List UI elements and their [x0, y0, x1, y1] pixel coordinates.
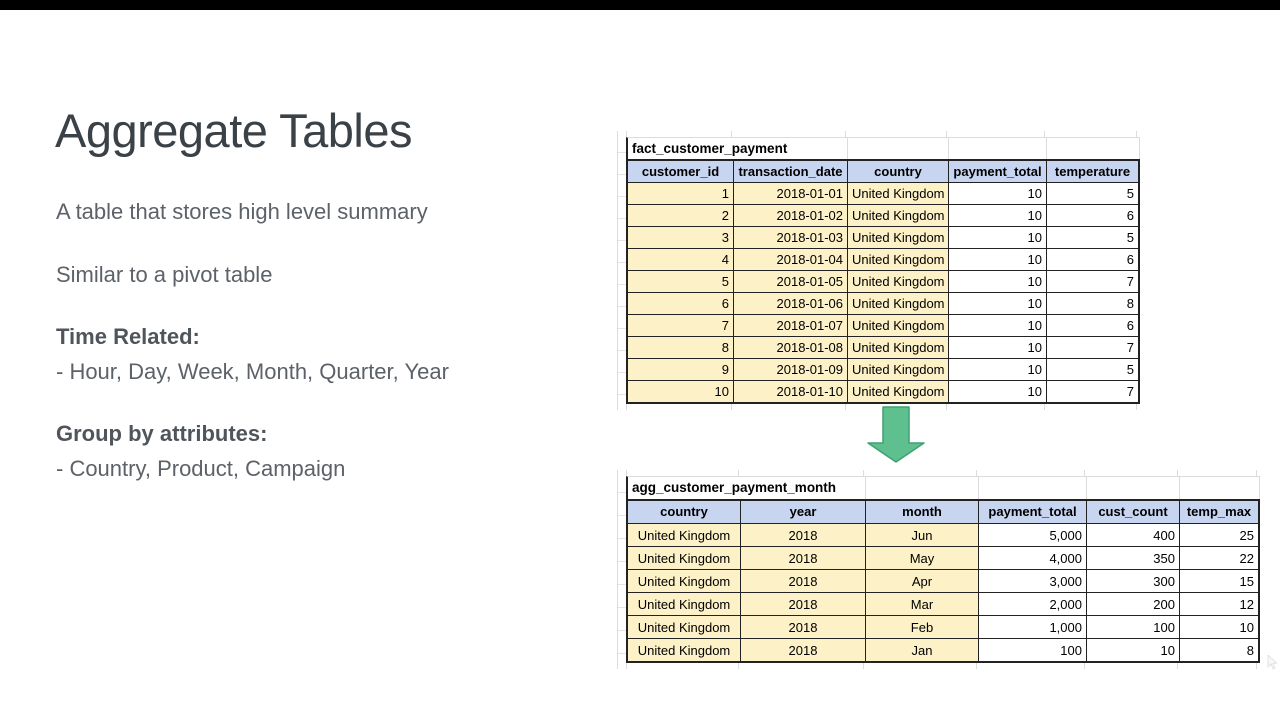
column-header: payment_total	[948, 161, 1046, 182]
table-cell: 4	[628, 248, 733, 270]
empty-cell	[847, 138, 948, 159]
table-row	[628, 615, 1258, 638]
table-cell: United Kingdom	[847, 314, 948, 336]
table-cell: 10	[1179, 615, 1258, 638]
grid-stub-cell	[739, 663, 864, 669]
column-header: country	[847, 161, 948, 182]
table-cell: 5	[1046, 182, 1138, 204]
table-cell: United Kingdom	[628, 523, 740, 546]
column-header: transaction_date	[733, 161, 847, 182]
grid-stub-cell	[1045, 404, 1137, 410]
slide-text-groupby-list: - Country, Product, Campaign	[56, 456, 346, 481]
table-row	[628, 592, 1258, 615]
empty-cell	[978, 477, 1086, 499]
slide-text-time-list: - Hour, Day, Week, Month, Quarter, Year	[56, 359, 449, 384]
table-cell: 10	[1086, 638, 1179, 661]
table-cell: 3	[628, 226, 733, 248]
table-cell: 2018-01-04	[733, 248, 847, 270]
table-cell: 7	[1046, 336, 1138, 358]
column-header: temp_max	[1179, 501, 1258, 523]
table-cell: 10	[628, 380, 733, 402]
table-cell: 10	[948, 292, 1046, 314]
table-row	[628, 314, 1138, 336]
table-row	[628, 380, 1138, 402]
empty-cell	[1179, 477, 1258, 499]
table-row	[628, 638, 1258, 661]
table-cell: 2,000	[978, 592, 1086, 615]
table-row	[628, 182, 1138, 204]
table-cell: 200	[1086, 592, 1179, 615]
empty-cell	[948, 138, 1046, 159]
page-title: Aggregate Tables	[55, 104, 412, 158]
table-row	[628, 569, 1258, 592]
table-cell: 2018	[740, 546, 865, 569]
table-cell: Jan	[865, 638, 978, 661]
table-cell: 2018-01-01	[733, 182, 847, 204]
table-cell: 2018	[740, 523, 865, 546]
grid-stub-cell	[732, 404, 846, 410]
table-cell: 1,000	[978, 615, 1086, 638]
table-cell: United Kingdom	[847, 248, 948, 270]
table-cell: 2018-01-03	[733, 226, 847, 248]
agg-table-sheet	[617, 470, 1260, 669]
table-cell: United Kingdom	[628, 569, 740, 592]
table-cell: United Kingdom	[847, 336, 948, 358]
table-cell: 2018	[740, 592, 865, 615]
table-cell: 12	[1179, 592, 1258, 615]
slide-text-summary: A table that stores high level summary	[56, 199, 428, 224]
table-cell: 6	[1046, 248, 1138, 270]
table-cell: 1	[628, 182, 733, 204]
table-cell: Jun	[865, 523, 978, 546]
header-row	[628, 501, 1258, 523]
column-header: month	[865, 501, 978, 523]
sheet-title: agg_customer_payment_month	[632, 480, 837, 495]
table-cell: Mar	[865, 592, 978, 615]
sheet-title: fact_customer_payment	[632, 141, 788, 156]
table-cell: 2018	[740, 638, 865, 661]
table-row	[628, 226, 1138, 248]
table-cell: 10	[948, 226, 1046, 248]
table-cell: 10	[948, 358, 1046, 380]
table-cell: United Kingdom	[628, 638, 740, 661]
data-table	[626, 499, 1260, 663]
table-cell: 7	[628, 314, 733, 336]
table-cell: 6	[1046, 204, 1138, 226]
letterbox-bar	[0, 0, 1280, 10]
table-cell: 300	[1086, 569, 1179, 592]
grid-stub-cell	[627, 663, 739, 669]
header-row	[628, 161, 1138, 182]
table-cell: 8	[628, 336, 733, 358]
table-cell: United Kingdom	[847, 292, 948, 314]
table-cell: 2018	[740, 615, 865, 638]
table-row	[628, 523, 1258, 546]
data-table	[626, 159, 1140, 404]
fact-table-sheet	[617, 131, 1140, 410]
table-cell: 10	[948, 380, 1046, 402]
slide-text-pivot: Similar to a pivot table	[56, 262, 273, 287]
table-row	[628, 292, 1138, 314]
sheet-margin-column	[617, 131, 626, 410]
column-header: payment_total	[978, 501, 1086, 523]
table-cell: United Kingdom	[847, 204, 948, 226]
table-cell: 350	[1086, 546, 1179, 569]
table-cell: 8	[1179, 638, 1258, 661]
table-cell: 7	[1046, 380, 1138, 402]
mouse-cursor-icon	[1267, 655, 1277, 675]
table-row	[628, 358, 1138, 380]
column-header: customer_id	[628, 161, 733, 182]
grid-stub-cell	[1178, 663, 1257, 669]
table-cell: United Kingdom	[847, 226, 948, 248]
table-cell: 10	[948, 204, 1046, 226]
table-cell: 2018-01-06	[733, 292, 847, 314]
table-cell: United Kingdom	[847, 380, 948, 402]
table-cell: 2018-01-09	[733, 358, 847, 380]
table-cell: 2018-01-07	[733, 314, 847, 336]
table-cell: United Kingdom	[847, 182, 948, 204]
column-header: year	[740, 501, 865, 523]
table-cell: 100	[978, 638, 1086, 661]
table-cell: 100	[1086, 615, 1179, 638]
column-header: cust_count	[1086, 501, 1179, 523]
empty-cell	[1046, 138, 1138, 159]
empty-cell	[865, 477, 978, 499]
table-cell: 10	[948, 182, 1046, 204]
table-cell: 7	[1046, 270, 1138, 292]
table-cell: 3,000	[978, 569, 1086, 592]
table-cell: 25	[1179, 523, 1258, 546]
table-cell: 22	[1179, 546, 1258, 569]
table-cell: 6	[628, 292, 733, 314]
table-cell: 6	[1046, 314, 1138, 336]
table-cell: 8	[1046, 292, 1138, 314]
down-arrow-icon	[866, 406, 926, 469]
table-cell: 4,000	[978, 546, 1086, 569]
table-cell: United Kingdom	[628, 592, 740, 615]
grid-stub-cell	[947, 404, 1045, 410]
table-cell: United Kingdom	[628, 546, 740, 569]
down-arrow-shape	[868, 407, 924, 462]
table-cell: 10	[948, 336, 1046, 358]
column-header: country	[628, 501, 740, 523]
table-cell: 9	[628, 358, 733, 380]
table-cell: 2018-01-05	[733, 270, 847, 292]
table-cell: United Kingdom	[628, 615, 740, 638]
table-cell: 5	[1046, 358, 1138, 380]
table-cell: 2018-01-10	[733, 380, 847, 402]
table-row	[628, 248, 1138, 270]
slide-heading-time: Time Related:	[56, 324, 200, 349]
table-cell: 10	[948, 248, 1046, 270]
grid-stub-cell	[1085, 663, 1178, 669]
table-cell: 2	[628, 204, 733, 226]
table-row	[628, 546, 1258, 569]
slide-heading-groupby: Group by attributes:	[56, 421, 268, 446]
table-cell: 5	[628, 270, 733, 292]
table-cell: 5	[1046, 226, 1138, 248]
table-row	[628, 204, 1138, 226]
grid-stub-cell	[864, 663, 977, 669]
table-cell: May	[865, 546, 978, 569]
table-row	[628, 336, 1138, 358]
table-cell: 10	[948, 270, 1046, 292]
grid-stub-cell	[627, 404, 732, 410]
table-cell: Apr	[865, 569, 978, 592]
empty-cell	[1086, 477, 1179, 499]
table-cell: United Kingdom	[847, 270, 948, 292]
table-cell: 5,000	[978, 523, 1086, 546]
sheet-title-row	[626, 476, 1260, 499]
table-cell: 2018-01-02	[733, 204, 847, 226]
grid-stub-row	[626, 663, 1260, 669]
table-row	[628, 270, 1138, 292]
table-cell: United Kingdom	[847, 358, 948, 380]
table-cell: 2018-01-08	[733, 336, 847, 358]
table-cell: 2018	[740, 569, 865, 592]
table-cell: Feb	[865, 615, 978, 638]
table-cell: 10	[948, 314, 1046, 336]
sheet-margin-column	[617, 470, 626, 669]
table-cell: 15	[1179, 569, 1258, 592]
table-cell: 400	[1086, 523, 1179, 546]
grid-stub-cell	[977, 663, 1085, 669]
sheet-title-row	[626, 137, 1140, 159]
column-header: temperature	[1046, 161, 1138, 182]
